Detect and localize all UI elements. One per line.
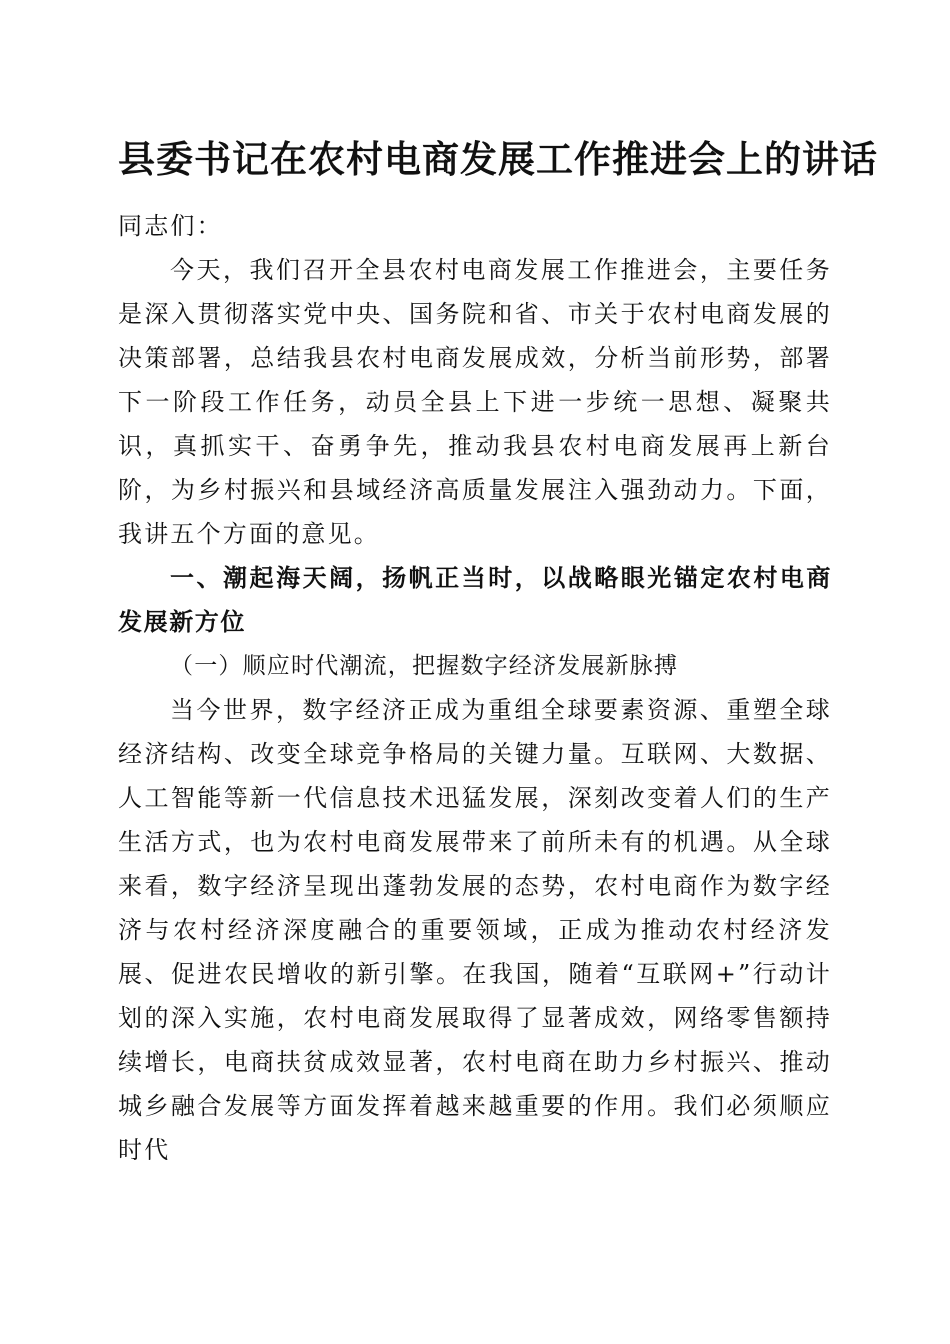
document-body (118, 204, 832, 1172)
subsection-heading-1: （一）顺应时代潮流，把握数字经济发展新脉搏 (170, 653, 679, 679)
salutation: 同志们： (118, 212, 223, 240)
intro-paragraph: 今天，我们召开全县农村电商发展工作推进会，主要任务是深入贯彻落实党中央、国务院和省、市关于农村电商发展的决策部署，总结我县农村电商发展成效，分析当前形势，部署下一阶段工作任务，动员全县上下进一步统一思想、凝聚共识，真抓实干、奋勇争先，推动我县农村电商发展再上新台阶，为乡村振兴和县域经济高质量发展注入强劲动力。下面，我讲五个方面的意见。 (118, 256, 832, 548)
section-heading-1: 一、潮起海天阔，扬帆正当时，以战略眼光锚定农村电商发展新方位 (118, 564, 832, 636)
document-title: 县委书记在农村电商发展工作推进会上的讲话 (118, 137, 878, 181)
subsection-paragraph-1: 当今世界，数字经济正成为重组全球要素资源、重塑全球经济结构、改变全球竞争格局的关键力量。互联网、大数据、人工智能等新一代信息技术迅猛发展，深刻改变着人们的生产生活方式，也为农村电商发展带来了前所未有的机遇。从全球来看，数字经济呈现出蓬勃发展的态势，农村电商作为数字经济与农村经济深度融合的重要领域，正成为推动农村经济发展、促进农民增收的新引擎。在我国，随着“互联网+”行动计划的深入实施，农村电商发展取得了显著成效，网络零售额持续增长，电商扶贫成效显著，农村电商在助力乡村振兴、推动城乡融合发展等方面发挥着越来越重要的作用。我们必须顺应时代 (118, 696, 832, 1164)
